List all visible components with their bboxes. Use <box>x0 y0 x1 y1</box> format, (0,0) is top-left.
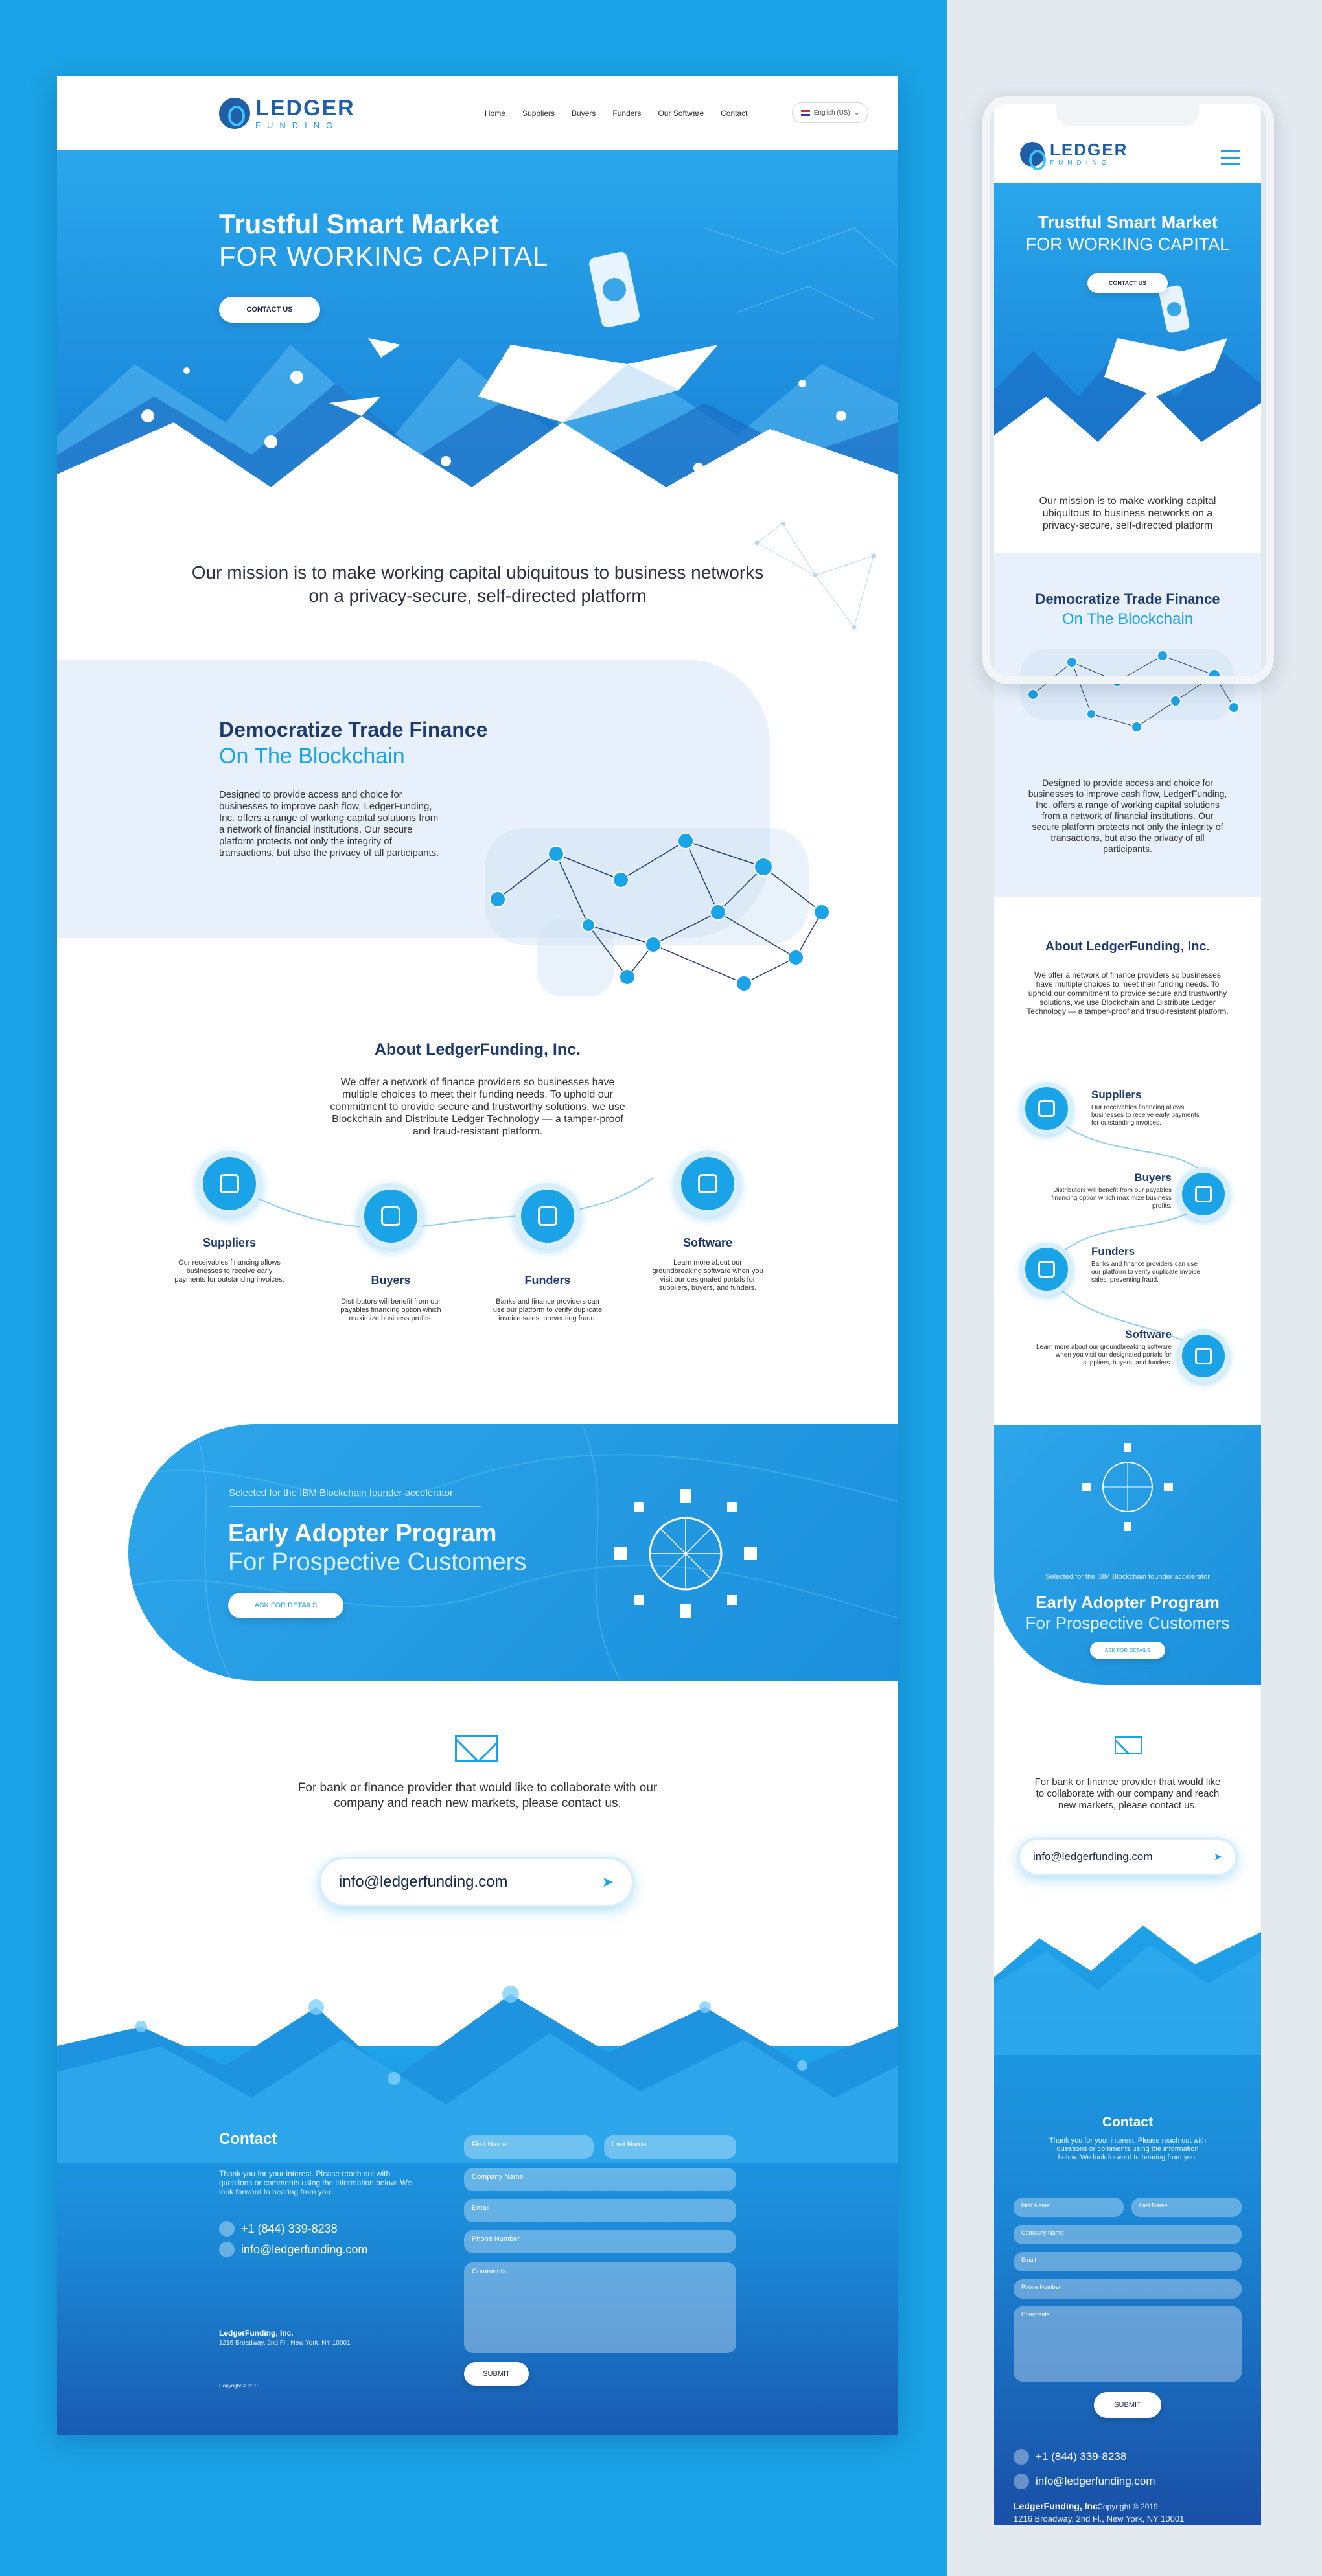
mission-statement: Our mission is to make working capital ubiquitous to business networks on a privacy-secure, self-directed platform <box>191 562 764 606</box>
mobile-contact-us-button[interactable]: CONTACT US <box>1087 273 1168 293</box>
contact-title: Contact <box>219 2130 277 2148</box>
software-text: Learn more about our groundbreaking software when you visit our designated portals for suppliers, buyers, and funders. <box>652 1259 763 1292</box>
mobile-democratize-text: Designed to provide access and choice for businesses to improve cash flow, LedgerFunding, Inc. offers a range of working capital solutions from a network of financial institutions. Our secure platform protects not only the integrity of transactions, but also the privacy of all participants. <box>1028 777 1227 854</box>
mobile-funders-title: Funders <box>1091 1245 1135 1258</box>
ship-icon <box>220 1174 239 1193</box>
comments-textarea[interactable]: Comments <box>464 2262 736 2353</box>
mobile-software-text: Learn more about our groundbreaking software when you visit our designated portals for suppliers, buyers, and funders. <box>1036 1344 1172 1366</box>
mobile-contact-phone[interactable] <box>1014 2449 1126 2465</box>
democratize-title: Democratize Trade Finance <box>219 718 488 741</box>
mobile-logo-sub: FUNDING <box>1050 159 1111 167</box>
mobile-software-title: Software <box>1125 1328 1172 1340</box>
hamburger-menu-icon[interactable] <box>1221 150 1240 165</box>
hero-subtitle: FOR WORKING CAPITAL <box>219 241 549 271</box>
nav-our-software[interactable]: Our Software <box>658 109 704 118</box>
mobile-company-name: LedgerFunding, Inc. <box>1014 2501 1100 2511</box>
mobile-democratize-subtitle: On The Blockchain <box>1061 610 1194 628</box>
logo[interactable] <box>219 97 355 130</box>
mobile-hand-money-icon <box>1038 1261 1055 1278</box>
language-label: English (US) <box>813 109 850 117</box>
last-name-input[interactable]: Last Name <box>604 2135 736 2159</box>
mobile-software-circle[interactable] <box>1177 1329 1230 1383</box>
us-flag-icon <box>801 110 810 116</box>
contact-phone-text: +1 (844) 339-8238 <box>241 2222 338 2235</box>
world-network-map <box>459 815 874 1009</box>
mobile-logo-mark-icon <box>1020 142 1045 167</box>
software-title: Software <box>682 1236 733 1249</box>
early-kicker: Selected for the IBM Blockchain founder accelerator <box>229 1488 454 1499</box>
send-arrow-icon[interactable]: ➤ <box>601 1874 614 1890</box>
mobile-collaborate-text: For bank or finance provider that would like to collaborate with our company and reach new markets, please contact us. <box>1034 1777 1221 1811</box>
early-subtitle: For Prospective Customers <box>228 1548 527 1576</box>
phone-icon <box>219 2221 235 2237</box>
democratize-subtitle: On The Blockchain <box>219 744 405 768</box>
company-address: 1216 Broadway, 2nd Fl., New York, NY 10001 <box>219 2340 351 2347</box>
early-divider <box>229 1506 481 1507</box>
mobile-email-cta-pill[interactable] <box>1020 1840 1235 1874</box>
nav-funders[interactable]: Funders <box>612 109 642 118</box>
mobile-phone-input[interactable]: Phone Number <box>1014 2279 1242 2299</box>
handshake-icon <box>381 1206 400 1226</box>
mobile-email-input[interactable]: Email <box>1014 2252 1242 2271</box>
mobile-ship-icon <box>1038 1100 1055 1117</box>
early-title: Early Adopter Program <box>228 1520 497 1547</box>
mobile-early-kicker: Selected for the IBM Blockchain founder accelerator <box>1045 1573 1210 1581</box>
mobile-company-address: 1216 Broadway, 2nd Fl., New York, NY 10001 <box>1014 2514 1185 2524</box>
mobile-phone-icon <box>1014 2449 1029 2465</box>
mobile-comments-textarea[interactable]: Comments <box>1014 2306 1242 2382</box>
mobile-logo-word: LEDGER <box>1050 140 1128 159</box>
mobile-democratize-title: Democratize Trade Finance <box>1035 591 1220 607</box>
mobile-hero-title: Trustful Smart Market <box>1038 213 1218 232</box>
nav-suppliers[interactable]: Suppliers <box>522 109 555 118</box>
mobile-contact-email-text: info@ledgerfunding.com <box>1036 2475 1155 2487</box>
mobile-funders-text: Banks and finance providers can use our platform to verify duplicate invoice sales, preventing fraud. <box>1091 1261 1200 1283</box>
mobile-hero-subtitle: FOR WORKING CAPITAL <box>1025 235 1230 254</box>
suppliers-title: Suppliers <box>202 1236 257 1249</box>
mobile-funders-circle[interactable] <box>1020 1243 1073 1296</box>
funders-title: Funders <box>524 1274 571 1287</box>
chevron-down-icon: ⌄ <box>853 109 860 117</box>
contact-email-text: info@ledgerfunding.com <box>241 2242 368 2256</box>
mobile-send-arrow-icon[interactable]: ➤ <box>1213 1852 1222 1863</box>
logo-sub: FUNDING <box>255 121 340 130</box>
mobile-buyers-text: Distributors will benefit from our payables financing option which maximize business profits. <box>1051 1187 1172 1210</box>
contact-text: Thank you for your interest. Please reach out with questions or comments using the information below. We look forward to hearing from you. <box>219 2169 412 2196</box>
mail-icon <box>219 2242 235 2257</box>
democratize-text: Designed to provide access and choice for businesses to improve cash flow, LedgerFunding, Inc. offers a range of working capital solutions from a network of financial institutions. Our secure platform protects not only the integrity of transactions, but also the privacy of all participants. <box>219 789 439 858</box>
mobile-handshake-icon <box>1195 1186 1212 1202</box>
mobile-contact-phone-text: +1 (844) 339-8238 <box>1036 2450 1127 2463</box>
mobile-email-cta-text: info@ledgerfunding.com <box>1033 1850 1153 1863</box>
buyers-title: Buyers <box>371 1274 411 1287</box>
mission-network-decoration <box>744 517 893 647</box>
mobile-laptop-icon <box>1195 1348 1212 1364</box>
mobile-contact-text: Thank you for your interest. Please reach out with questions or comments using the information below. We look forward to hearing from you. <box>1049 2137 1207 2161</box>
phone-notch <box>1056 104 1199 126</box>
ask-for-details-button[interactable]: ASK FOR DETAILS <box>228 1593 343 1618</box>
mobile-first-name-input[interactable]: First Name <box>1014 2198 1124 2217</box>
mobile-page <box>994 98 1261 2525</box>
mobile-envelope-icon <box>1115 1736 1142 1754</box>
about-text: We offer a network of finance providers so businesses have multiple choices to meet their funding needs. To uphold our commitment to provide secure and trustworthy solutions, we use Blockchain and Distribute Ledger Technology — a tamper-proof and fraud-resistant platform. <box>330 1077 625 1137</box>
mobile-company-name-input[interactable]: Company Name <box>1014 2225 1242 2244</box>
collaborate-text: For bank or finance provider that would like to collaborate with our company and reach new markets, please contact us. <box>297 1781 658 1810</box>
copyright: Copyright © 2019 <box>219 2383 260 2389</box>
mobile-suppliers-text: Our receivables financing allows businesses to receive early payments for outstanding invoices. <box>1091 1104 1200 1127</box>
mobile-buyers-title: Buyers <box>1134 1171 1172 1184</box>
email-input[interactable]: Email <box>464 2199 736 2222</box>
mobile-suppliers-title: Suppliers <box>1091 1088 1142 1101</box>
logo-mark-icon <box>219 98 250 129</box>
funders-feature-circle[interactable] <box>515 1183 581 1249</box>
contact-email[interactable] <box>219 2242 367 2257</box>
mobile-contact-email[interactable] <box>1014 2474 1155 2489</box>
buyers-text: Distributors will benefit from our payables financing option which maximize business profits. <box>340 1298 441 1322</box>
phone-input[interactable]: Phone Number <box>464 2230 736 2253</box>
contact-us-button[interactable]: CONTACT US <box>219 297 320 323</box>
company-name-input[interactable]: Company Name <box>464 2168 736 2191</box>
laptop-icon <box>698 1174 717 1193</box>
mobile-contact-title: Contact <box>1102 2115 1154 2130</box>
mobile-early-title: Early Adopter Program <box>1036 1593 1220 1612</box>
suppliers-feature-circle[interactable] <box>196 1151 262 1217</box>
contact-phone[interactable] <box>219 2221 338 2237</box>
mobile-about-text: We offer a network of finance providers so businesses have multiple choices to meet their funding needs. To uphold our commitment to provide secure and trustworthy solutions, we use Blockchain and Distribute Ledger Technology — a tamper-proof and fraud-resistant platform. <box>1026 971 1229 1016</box>
mobile-footer-polygons <box>994 1913 1261 2055</box>
about-title: About LedgerFunding, Inc. <box>374 1041 581 1059</box>
logo-word: LEDGER <box>255 96 355 121</box>
mobile-ask-for-details-button[interactable]: ASK FOR DETAILS <box>1090 1642 1165 1659</box>
site-header <box>57 76 898 150</box>
hero-section <box>57 150 898 513</box>
mobile-copyright: Copyright © 2019 <box>1097 2502 1158 2511</box>
mobile-early-subtitle: For Prospective Customers <box>1025 1613 1230 1633</box>
mobile-world-network-map <box>1007 643 1248 753</box>
envelope-icon <box>455 1735 498 1762</box>
mobile-mission: Our mission is to make working capital ubiquitous to business networks on a privacy-secure, self-directed platform <box>1039 496 1216 531</box>
language-select[interactable] <box>792 102 868 123</box>
nav-home[interactable]: Home <box>485 109 506 118</box>
company-name: LedgerFunding, Inc. <box>219 2329 294 2338</box>
email-cta-pill[interactable] <box>321 1859 632 1905</box>
mobile-buyers-circle[interactable] <box>1177 1167 1230 1221</box>
main-nav <box>485 109 748 118</box>
funders-text: Banks and finance providers can use our platform to verify duplicate invoice sales, preventing fraud. <box>493 1298 603 1322</box>
software-feature-circle[interactable] <box>675 1151 741 1217</box>
desktop-page <box>57 76 898 2435</box>
suppliers-text: Our receivables financing allows businesses to receive early payments for outstanding invoices. <box>174 1259 284 1283</box>
hand-money-icon <box>538 1206 557 1226</box>
mobile-suppliers-circle[interactable] <box>1020 1082 1073 1135</box>
mobile-mail-icon <box>1014 2474 1029 2489</box>
footer-polygon-decoration <box>57 1968 898 2163</box>
mobile-last-name-input[interactable]: Last Name <box>1131 2198 1242 2217</box>
mobile-submit-button[interactable]: SUBMIT <box>1094 2392 1161 2418</box>
first-name-input[interactable]: First Name <box>464 2135 594 2159</box>
submit-button[interactable]: SUBMIT <box>464 2362 529 2386</box>
hero-illustration <box>57 150 898 513</box>
hero-title: Trustful Smart Market <box>219 209 499 239</box>
nav-contact[interactable]: Contact <box>721 109 748 118</box>
mobile-logo[interactable] <box>1020 141 1128 167</box>
nav-buyers[interactable]: Buyers <box>572 109 596 118</box>
mobile-about-title: About LedgerFunding, Inc. <box>1045 939 1211 954</box>
email-cta-text: info@ledgerfunding.com <box>339 1873 508 1891</box>
blockchain-network-icon <box>614 1489 757 1618</box>
buyers-feature-circle[interactable] <box>358 1183 424 1249</box>
